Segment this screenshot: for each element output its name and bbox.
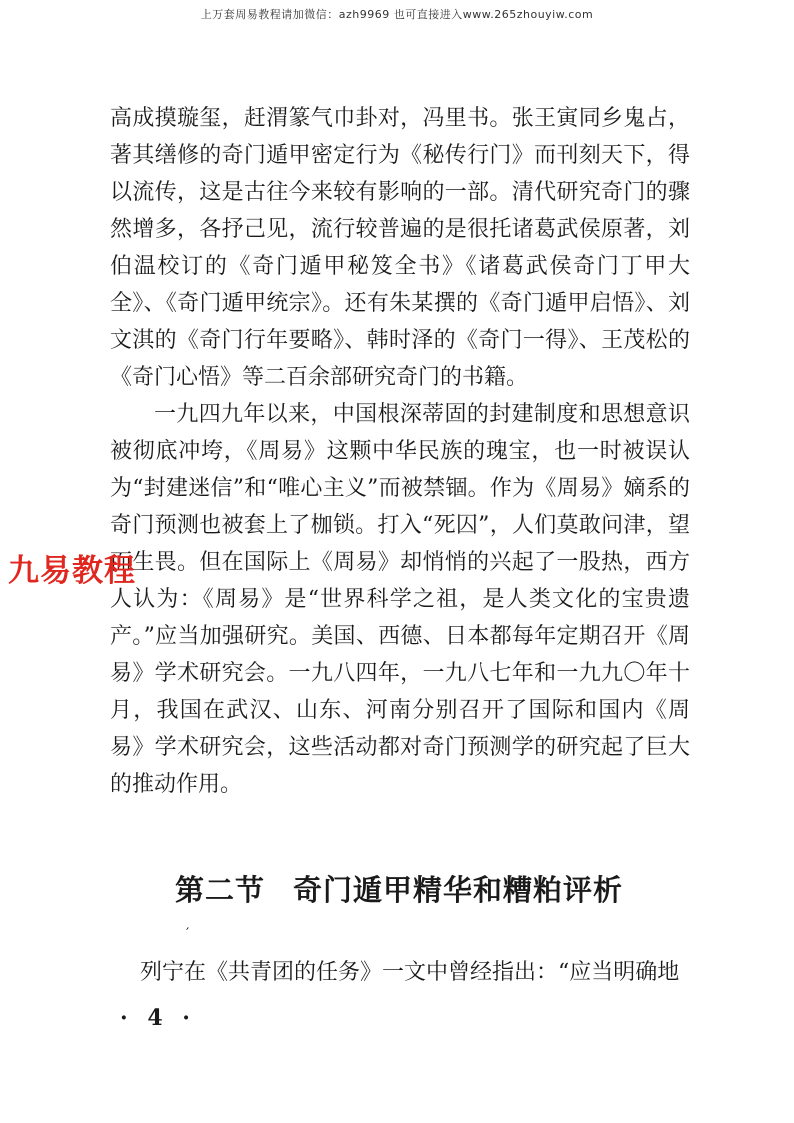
section-title-text: 奇门遁甲精华和糟粕评析 <box>293 873 624 907</box>
body-text <box>110 100 690 803</box>
header-promo-note: 上万套周易教程请加微信：azh9969 也可直接进入www.265zhouyiw.com <box>200 8 594 21</box>
stray-mark: ′ <box>186 926 190 942</box>
watermark-logo: 九易教程 <box>8 553 136 589</box>
section-heading <box>175 868 623 909</box>
section-number: 第二节 <box>175 873 266 907</box>
page-number: · 4 · <box>120 1005 196 1031</box>
paragraph-history: 高成摸璇玺，赶渭篆气巾卦对，冯里书。张王寅同乡鬼占，著其缮修的奇门遁甲密定行为《秘传行门》而刊刻天下，得以流传，这是古往今来较有影响的一部。清代研究奇门的骤然增多，各抒己见，流行较普遍的是很托诸葛武侯原著，刘伯温校订的《奇门遁甲秘笈全书》《诸葛武侯奇门丁甲大全》、《奇门遁甲统宗》。还有朱某撰的《奇门遁甲启悟》、刘文淇的《奇门行年要略》、韩时泽的《奇门一得》、王茂松的《奇门心悟》等二百余部研究奇门的书籍。 <box>110 106 690 390</box>
paragraph-modern: 一九四九年以来，中国根深蒂固的封建制度和思想意识被彻底冲垮，《周易》这颗中华民族的瑰宝，也一时被误认为“封建迷信”和“唯心主义”而被禁锢。作为《周易》嫡系的奇门预测也被套上了枷锁。打入“死囚”，人们莫敢问津，望而生畏。但在国际上《周易》却悄悄的兴起了一股热，西方人认为：《周易》是“世界科学之祖，是人类文化的宝贵遗产。”应当加强研究。美国、西德、日本都每年定期召开《周易》学术研究会。一九八四年，一九八七年和一九九〇年十月，我国在武汉、山东、河南分别召开了国际和国内《周易》学术研究会，这些活动都对奇门预测学的研究起了巨大的推动作用。 <box>110 402 690 797</box>
section-first-line: 列宁在《共青团的任务》一文中曾经指出：“应当明确地 <box>140 960 680 985</box>
